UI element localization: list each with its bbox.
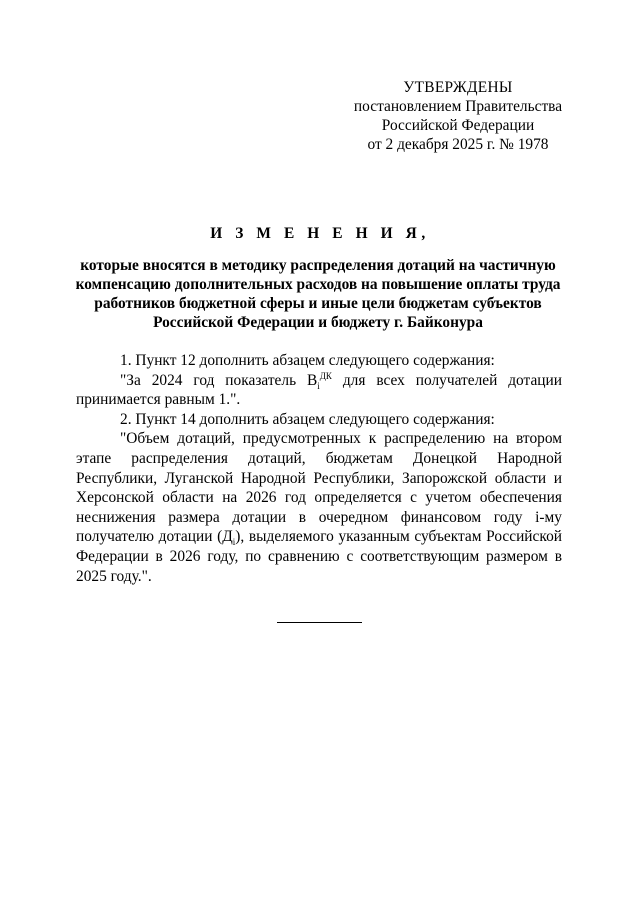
quote-1-superscript: ДК (319, 370, 332, 381)
quote-2-text-start: "Объем дотаций, предусмотренных к распределению на втором этапе распределения дотаций, бюджетам Донецкой Народной Республики, Луганской Народной Республики, Запорожской области и Херсонской области на 2026 год определяется с учетом обеспечения неснижения размера дотации в очередном финансовом году i-му получателю дотации (Д (76, 430, 562, 546)
quote-2 (76, 429, 562, 586)
quote-1 (76, 371, 562, 410)
item-2: 2. Пункт 14 дополнить абзацем следующего содержания: (120, 410, 495, 428)
title-changes: И З М Е Н Е Н И Я, (210, 225, 430, 242)
quote-1-text-start: "За 2024 год показатель В (120, 371, 318, 389)
quote-2-subscript: i (232, 537, 236, 548)
approval-heading: УТВЕРЖДЕНЫ (403, 79, 513, 96)
document-body (76, 351, 562, 586)
item-1: 1. Пункт 12 дополнить абзацем следующего содержания: (120, 352, 495, 369)
quote-1-subscript: i (317, 380, 320, 391)
quote-1-text-end: для всех получателей дотации принимается равным 1.". (76, 371, 562, 409)
title-subtitle: которые вносятся в методику распределения дотаций на частичную компенсацию дополнительных расходов на повышение оплаты труда работников бюджетной сферы и иные цели бюджетам субъектов Российской Федерации и бюджету г. Байконура (75, 257, 561, 331)
approval-line-government: Российской Федерации (381, 117, 535, 134)
approval-line-date: от 2 декабря 2025 г. № 1978 (367, 136, 549, 153)
end-divider-line (277, 622, 362, 623)
approval-stamp (320, 78, 596, 154)
document-title (70, 224, 566, 332)
approval-line-decree: постановлением Правительства (353, 98, 563, 115)
quote-2-text-end: ), выделяемого указанным субъектам Российской Федерации в 2026 году, по сравнению с соответствующим размером в 2025 году.". (76, 528, 563, 585)
